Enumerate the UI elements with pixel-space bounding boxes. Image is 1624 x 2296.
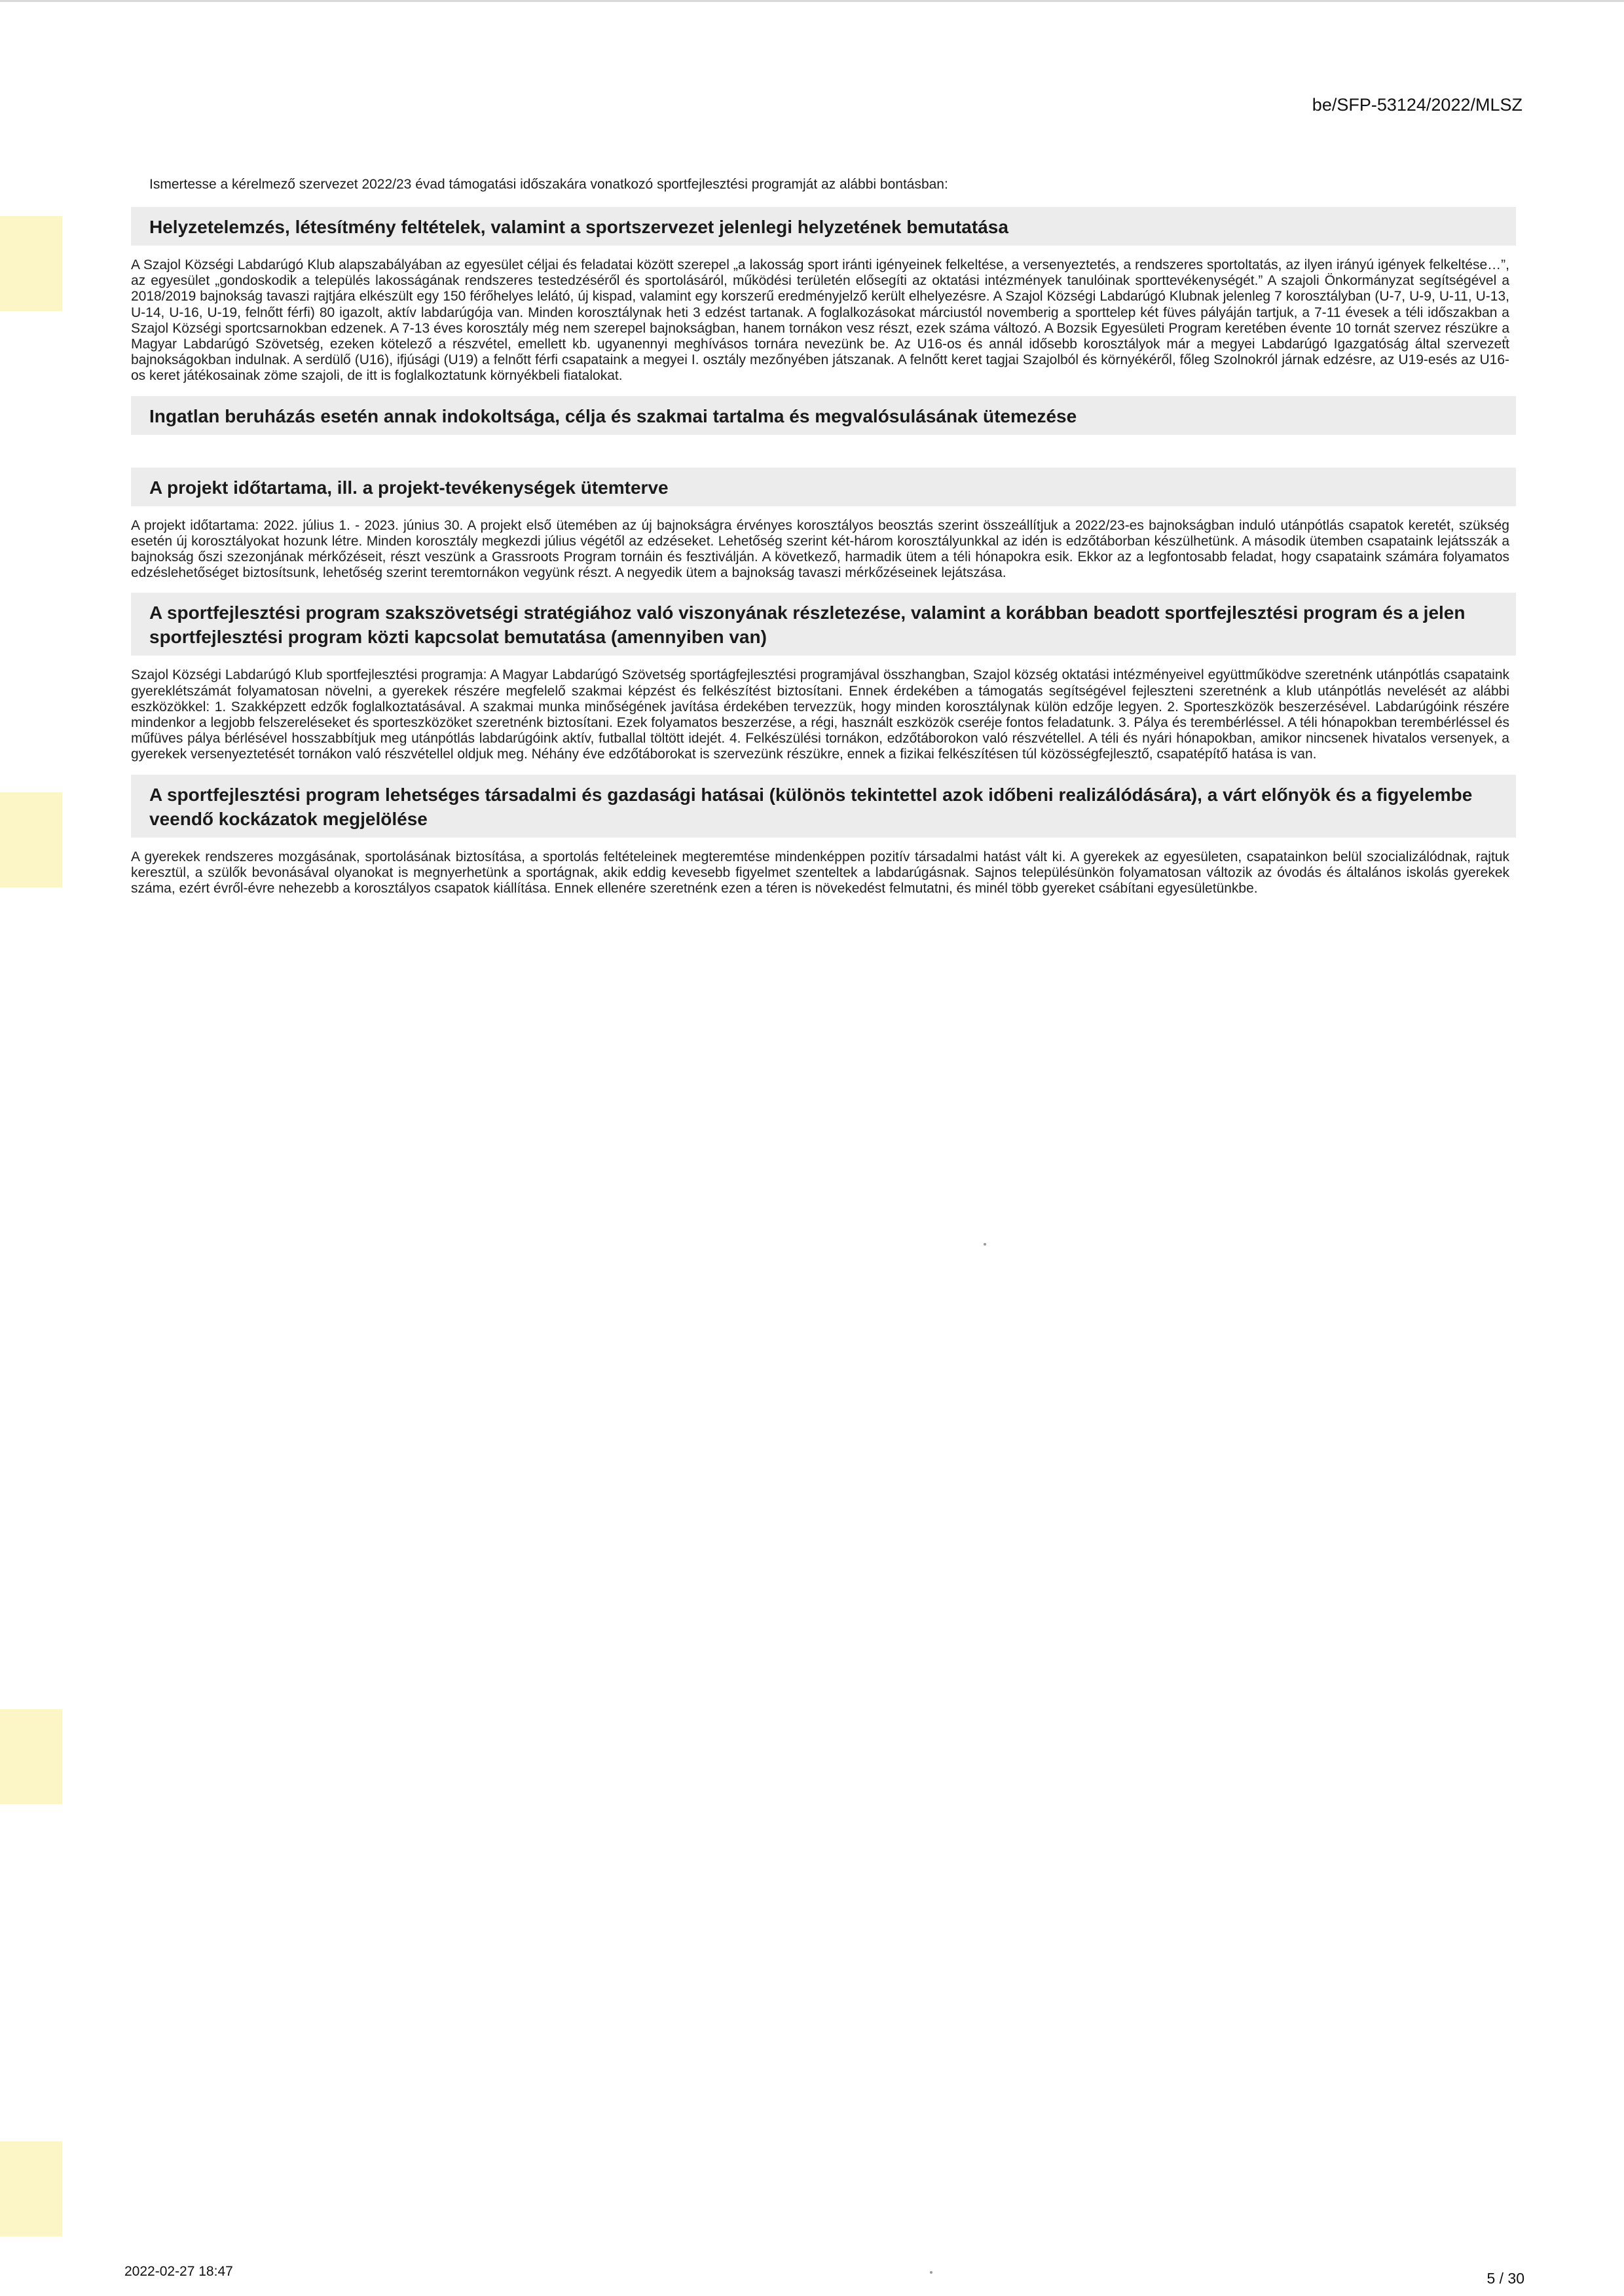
section-heading-real-estate-investment: Ingatlan beruházás esetén annak indokoltsága, célja és szakmai tartalma és megvalósulásának ütemezése (131, 396, 1516, 435)
document-content (131, 177, 1516, 908)
scan-highlight-mark (0, 216, 62, 311)
empty-section-space (131, 447, 1516, 468)
scan-highlight-mark (0, 1709, 62, 1804)
scan-highlight-mark (0, 792, 62, 887)
scan-speck (930, 2271, 932, 2274)
section-body-social-economic-impact: A gyerekek rendszeres mozgásának, sportolásának biztosítása, a sportolás feltételeinek megteremtése mindenképpen pozitív társadalmi hatást vált ki. A gyerekek az egyesületen, csapatainkon belül szocializálódnak, rajtuk keresztül, a szülők bevonásával olyanokat is megnyerhetünk a sportágnak, akik eddig kevesebb figyelmet szenteltek a labdarúgásnak. Sajnos településünkön folyamatosan változik az óvodás és általános iskolás gyerekek száma, ezért évről-évre nehezebb a korosztályos csapatok kiállítása. Ennek ellenére szeretnénk ezen a téren is növekedést felmutatni, és minél több gyereket csábítani egyesületünkbe. (131, 849, 1509, 897)
document-id: be/SFP-53124/2022/MLSZ (1312, 95, 1522, 115)
section-heading-federation-strategy: A sportfejlesztési program szakszövetségi stratégiához való viszonyának részletezése, valamint a korábban beadott sportfejlesztési program és a jelen sportfejlesztési program közti kapcsolat bemutatása (amennyiben van) (131, 593, 1516, 656)
scan-speck (984, 1243, 986, 1246)
section-heading-situation-analysis: Helyzetelemzés, létesítmény feltételek, valamint a sportszervezet jelenlegi helyzetének bemutatása (131, 207, 1516, 246)
section-heading-project-schedule: A projekt időtartama, ill. a projekt-tevékenységek ütemterve (131, 468, 1516, 506)
page-number: 5 / 30 (1486, 2270, 1524, 2287)
scan-highlight-mark (0, 2141, 62, 2236)
footer-timestamp: 2022-02-27 18:47 (124, 2264, 233, 2279)
intro-text: Ismertesse a kérelmező szervezet 2022/23 évad támogatási időszakára vonatkozó sportfejlesztési programját az alábbi bontásban: (149, 177, 948, 192)
section-body-federation-strategy: Szajol Községi Labdarúgó Klub sportfejlesztési programja: A Magyar Labdarúgó Szövetség sportágfejlesztési programjával összhangban, Szajol község oktatási intézményeivel együttműködve szeretnénk utánpótlás csapataink gyereklétszámát folyamatosan növelni, a gyerekek részére megfelelő szakmai képzést és felkészítést biztosítani. Ennek érdekében a támogatás segítségével fejleszteni szeretnénk a klub utánpótlás nevelését az alábbi eszközökkel: 1. Szakképzett edzők foglalkoztatásával. A szakmai munka minőségének javítása érdekében tervezzük, hogy minden korosztálynak külön edzője legyen. 2. Sporteszközök beszerzésével. Labdarúgóink részére mindenkor a legjobb felszereléseket és sporteszközöket szeretnénk biztosítani. Ezek folyamatos beszerzése, a régi, használt eszközök cseréje fontos feladatunk. 3. Pálya és terembérléssel. A téli hónapokban terembérléssel és műfüves pálya bérlésével hosszabbítjuk meg utánpótlás labdarúgóink aktív, futballal töltött idejét. 4. Felkészülési tornákon, edzőtáborokon való részvétellel. A téli és nyári hónapokban, amikor nincsenek hivatalos versenyek, a gyerekek versenyeztetését tornákon való részvétellel oldjuk meg. Néhány éve edzőtáborokat is szervezünk részükre, ennek a fizikai felkészítésen túl közösségfejlesztő, csapatépítő hatása is van. (131, 667, 1509, 762)
section-body-situation-analysis: A Szajol Községi Labdarúgó Klub alapszabályában az egyesület céljai és feladatai között szerepel „a lakosság sport iránti igényeinek felkeltése, a versenyeztetés, a rendszeres sportoltatás, az ilyen irányú igények felkeltése…”, az egyesület „gondoskodik a település lakosságának rendszeres testedzéséről és sportolásáról, működési területén elősegíti az oktatási intézmények tanulóinak sporttevékenységét.” A szajoli Önkormányzat segítségével a 2018/2019 bajnokság tavaszi rajtjára elkészült egy 150 férőhelyes lelátó, új kispad, valamint egy korszerű eredményjelző került elhelyezésre. A Szajol Községi Labdarúgó Klubnak jelenleg 7 korosztályban (U-7, U-9, U-11, U-13, U-14, U-16, U-19, felnőtt férfi) 80 igazolt, aktív labdarúgója van. Minden korosztálynak heti 3 edzést tartanak. A foglalkozásokat márciustól novemberig a sporttelep két füves pályáján tartjuk, a 7-11 évesek a téli időszakban a Szajol Községi sportcsarnokban edzenek. A 7-13 éves korosztály még nem szerepel bajnokságban, hanem tornákon vesz részt, ezek száma változó. A Bozsik Egyesületi Program keretében évente 10 tornát szervez részükre a Magyar Labdarúgó Szövetség, ezeken kötelező a részvétel, emellett kb. ugyanennyi meghívásos tornára nevezünk be. Az U16-os és annál idősebb korosztályok már a megyei Labdarúgó Igazgatóság által szervezett bajnokságokban indulnak. A serdülő (U16), ifjúsági (U19) a felnőtt férfi csapataink a megyei I. osztály mezőnyében játszanak. A felnőtt keret tagjai Szajolból és környékéről, főleg Szolnokról járnak edzésre, az U19-esés az U16-os keret játékosainak zöme szajoli, de itt is foglalkoztatunk környékbeli fiatalokat. (131, 257, 1509, 384)
scan-top-edge (0, 0, 1624, 2)
section-heading-social-economic-impact: A sportfejlesztési program lehetséges társadalmi és gazdasági hatásai (különös tekintettel azok időbeni realizálódására), a várt előnyök és a figyelembe veendő kockázatok megjelölése (131, 775, 1516, 838)
section-body-project-schedule: A projekt időtartama: 2022. július 1. - 2023. június 30. A projekt első ütemében az új bajnokságra érvényes korosztályos beosztás szerint összeállítjuk a 2022/23-es bajnokságban induló utánpótlás csapatok keretét, szükség esetén új korosztályokat hozunk létre. Minden korosztály megkezdi július végétől az edzéseket. Lehetőség szerint két-három korosztályunkkal az idén is edzőtáborban készülhetünk. A második ütemben csapataink lejátsszák a bajnokság őszi szezonjának mérkőzéseit, részt veszünk a Grassroots Program tornáin és fesztiválján. A következő, harmadik ütem a téli hónapokra esik. Ekkor az a legfontosabb feladat, hogy csapataink számára folyamatos edzéslehetőséget biztosítsunk, lehetőség szerint teremtornákon vegyünk részt. A negyedik ütem a bajnokság tavaszi mérkőzéseinek lejátszása. (131, 517, 1509, 581)
